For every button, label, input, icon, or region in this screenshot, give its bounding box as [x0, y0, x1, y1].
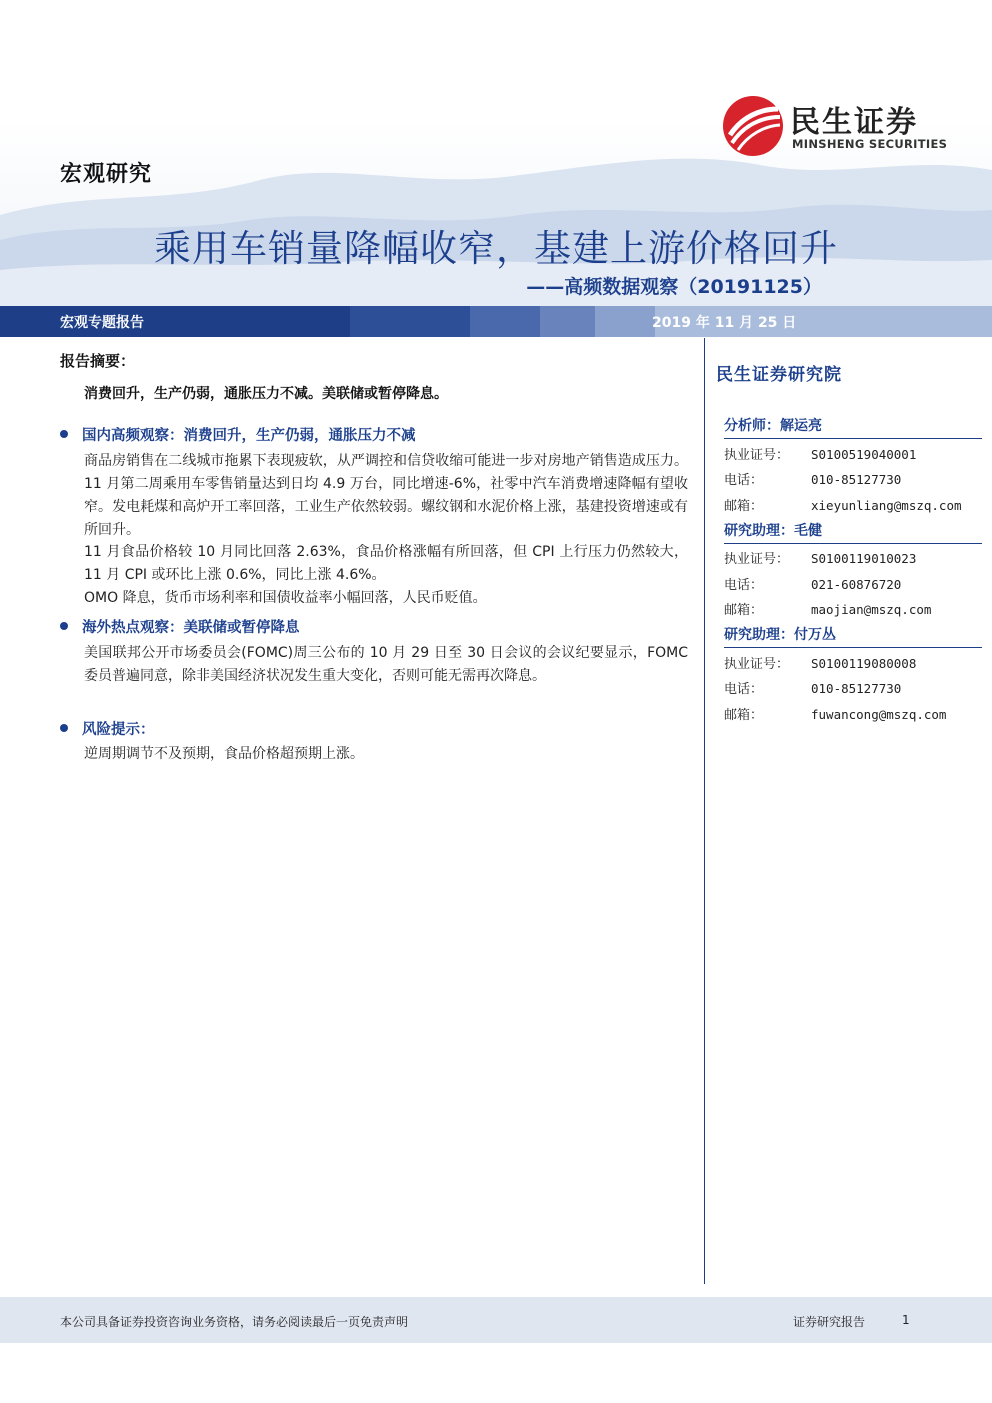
report-category: 宏观研究 [60, 162, 153, 187]
research-institute: 民生证券研究院 [716, 365, 842, 385]
report-type: 宏观专题报告 [60, 315, 144, 331]
row-key: 邮箱： [724, 708, 764, 723]
row-value: 021-60876720 [811, 577, 902, 592]
report-subtitle: ——高频数据观察（20191125） [526, 276, 822, 298]
section-heading-text: 风险提示： [82, 722, 155, 738]
email-link[interactable]: maojian@mszq.com [811, 602, 932, 617]
row-value: S0100119080008 [811, 656, 917, 671]
logo-text-cn: 民生证券 [790, 105, 918, 140]
report-info-bar [0, 306, 992, 337]
row-key: 邮箱： [724, 499, 764, 514]
bullet-icon [60, 724, 68, 732]
section-paragraph: OMO 降息，货币市场利率和国债收益率小幅回落，人民币贬值。 [84, 590, 487, 606]
analyst-phone-row [724, 469, 901, 488]
row-key: 电话： [724, 682, 764, 697]
analyst-phone-row [724, 574, 901, 593]
analyst-email-row[interactable] [724, 704, 946, 723]
analyst-heading: 研究助理：付万丛 [724, 624, 982, 648]
analyst-license-row [724, 653, 916, 672]
section-heading-overseas [60, 616, 300, 637]
row-key: 邮箱： [724, 603, 764, 618]
analyst-phone-row [724, 678, 901, 697]
section-heading-domestic [60, 424, 416, 445]
row-value: S0100119010023 [811, 551, 917, 566]
analyst-heading: 分析师：解运亮 [724, 415, 982, 439]
analyst-email-row[interactable] [724, 495, 962, 514]
column-divider [704, 338, 705, 1284]
email-link[interactable]: fuwancong@mszq.com [811, 707, 947, 722]
section-heading-text: 海外热点观察：美联储或暂停降息 [82, 620, 300, 636]
section-heading-risk [60, 718, 155, 739]
analyst-heading: 研究助理：毛健 [724, 520, 982, 544]
page-number: 1 [902, 1313, 910, 1327]
row-key: 执业证号： [724, 448, 790, 463]
section-paragraph: 美国联邦公开市场委员会(FOMC)周三公布的 10 月 29 日至 30 日会议的会议纪要显示，FOMC 委员普遍同意，除非美国经济状况发生重大变化，否则可能无需再次降息。 [84, 645, 688, 684]
analyst-email-row[interactable] [724, 599, 931, 618]
row-key: 电话： [724, 578, 764, 593]
analyst-license-row [724, 444, 916, 463]
minsheng-logo-icon [722, 95, 784, 157]
footer-report-type: 证券研究报告 [793, 1315, 866, 1329]
email-link[interactable]: xieyunliang@mszq.com [811, 498, 962, 513]
row-key: 电话： [724, 473, 764, 488]
section-paragraph: 11 月食品价格较 10 月同比回落 2.63%，食品价格涨幅有所回落，但 CPI 上行压力仍然较大，11 月 CPI 或环比上涨 0.6%，同比上涨 4.6%。 [84, 544, 688, 583]
summary-lead: 消费回升，生产仍弱，通胀压力不减。美联储或暂停降息。 [84, 386, 448, 402]
logo-text-en: MINSHENG SECURITIES [792, 137, 948, 151]
section-paragraph: 逆周期调节不及预期，食品价格超预期上涨。 [84, 746, 364, 762]
footer-disclaimer: 本公司具备证券投资咨询业务资格，请务必阅读最后一页免责声明 [60, 1315, 409, 1329]
bullet-icon [60, 622, 68, 630]
bullet-icon [60, 430, 68, 438]
section-paragraph: 商品房销售在二线城市拖累下表现疲软，从严调控和信贷收缩可能进一步对房地产销售造成压力。11 月第二周乘用车零售销量达到日均 4.9 万台，同比增速-6%，社零中汽车消费增速降幅有望收窄。发电耗煤和高炉开工率回落，工业生产依然较弱。螺纹钢和水泥价格上涨，基建投资增速或有所回升。 [84, 453, 688, 538]
row-key: 执业证号： [724, 657, 790, 672]
row-key: 执业证号： [724, 552, 790, 567]
report-title: 乘用车销量降幅收窄，基建上游价格回升 [154, 227, 838, 270]
summary-label: 报告摘要： [60, 352, 136, 370]
company-logo [722, 95, 952, 157]
row-value: S0100519040001 [811, 447, 917, 462]
analyst-license-row [724, 548, 916, 567]
report-date: 2019 年 11 月 25 日 [652, 315, 797, 331]
row-value: 010-85127730 [811, 472, 902, 487]
row-value: 010-85127730 [811, 681, 902, 696]
section-heading-text: 国内高频观察：消费回升，生产仍弱，通胀压力不减 [82, 428, 416, 444]
